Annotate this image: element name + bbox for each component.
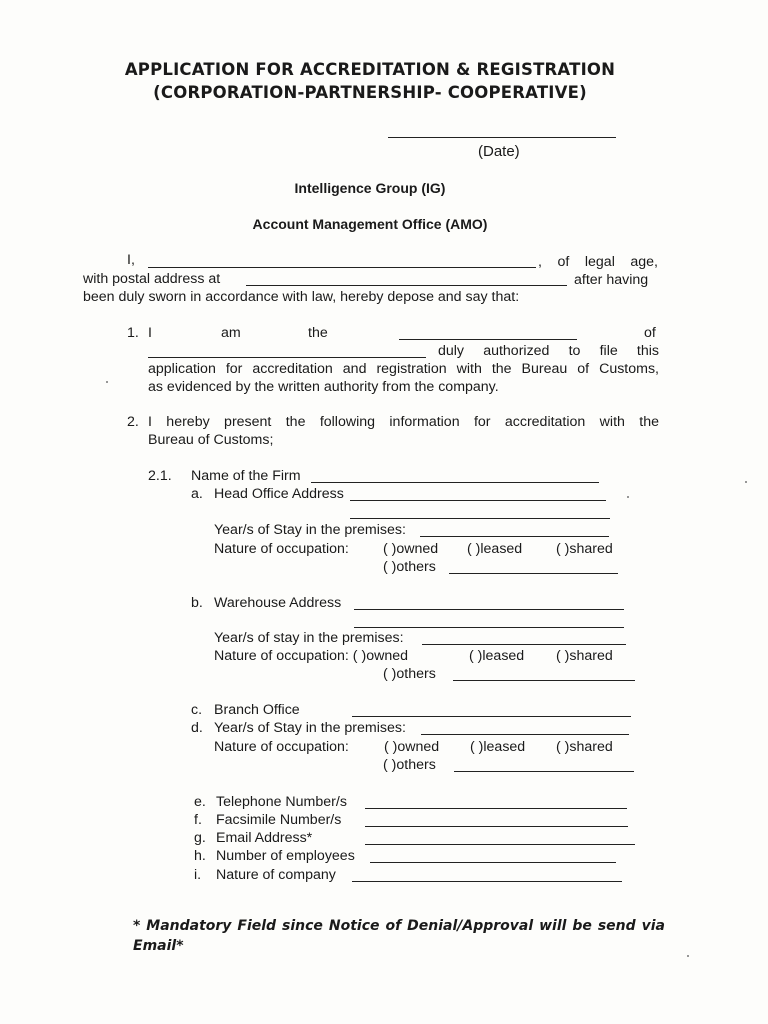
application-text: application for accreditation and registration with the Bureau of Customs,	[148, 361, 659, 377]
scan-speck	[687, 955, 689, 957]
stay-label-2: Year/s of stay in the premises:	[214, 630, 404, 646]
postal-address-line[interactable]	[246, 285, 567, 286]
scan-speck	[745, 481, 747, 483]
others-option-3[interactable]: ( )others	[383, 757, 436, 773]
form-title-line1: APPLICATION FOR ACCREDITATION & REGISTRATION	[124, 60, 616, 79]
leased-option-3[interactable]: ( )leased	[470, 739, 526, 755]
mandatory-note-line2: Email*	[133, 938, 184, 954]
others-line-1[interactable]	[449, 573, 618, 574]
shared-option-1[interactable]: ( )shared	[556, 541, 613, 557]
telephone-line[interactable]	[365, 808, 627, 809]
others-option-1[interactable]: ( )others	[383, 559, 436, 575]
shared-option-3[interactable]: ( )shared	[556, 739, 613, 755]
item1-number: 1.	[127, 325, 139, 341]
leased-option-2[interactable]: ( )leased	[469, 648, 525, 664]
warehouse-line-2[interactable]	[354, 627, 624, 628]
section-2-1-number: 2.1.	[148, 468, 172, 484]
head-office-label: Head Office Address	[214, 486, 344, 502]
evidence-text: as evidenced by the written authority from the company.	[148, 379, 499, 395]
item-f-letter: f.	[194, 812, 202, 828]
form-title-line2: (CORPORATION-PARTNERSHIP- COOPERATIVE)	[153, 83, 587, 102]
scan-speck	[106, 381, 108, 383]
item-c-letter: c.	[191, 702, 203, 718]
shared-option-2[interactable]: ( )shared	[556, 648, 613, 664]
duly-authorized-text: duly authorized to file this	[438, 343, 659, 359]
scan-speck	[627, 496, 629, 498]
stay-label-1: Year/s of Stay in the premises:	[214, 522, 406, 538]
item-e-letter: e.	[194, 794, 206, 810]
head-office-line-2[interactable]	[350, 518, 610, 519]
item1-word-am: am	[221, 325, 241, 341]
owned-option-3[interactable]: ( )owned	[384, 739, 440, 755]
intelligence-group-heading: Intelligence Group (IG)	[294, 180, 446, 196]
item-h-letter: h.	[194, 848, 206, 864]
fax-label: Facsimile Number/s	[216, 812, 342, 828]
item2-line2: Bureau of Customs;	[148, 432, 274, 448]
account-management-office-heading: Account Management Office (AMO)	[252, 216, 488, 232]
others-option-2[interactable]: ( )others	[383, 666, 436, 682]
nature-label-2: Nature of occupation: ( )owned	[214, 648, 409, 664]
branch-office-line[interactable]	[352, 716, 631, 717]
firm-name-line[interactable]	[311, 482, 599, 483]
mandatory-note-line1: * Mandatory Field since Notice of Denial/Approval will be send via	[133, 918, 665, 934]
firm-name-label: Name of the Firm	[191, 468, 301, 484]
stay-line-2[interactable]	[422, 644, 626, 645]
nature-label-3: Nature of occupation:	[214, 739, 349, 755]
after-having-text: after having	[574, 272, 649, 288]
date-label: (Date)	[478, 143, 520, 160]
email-line[interactable]	[365, 844, 635, 845]
postal-address-label: with postal address at	[83, 271, 221, 287]
owned-option-1[interactable]: ( )owned	[383, 541, 439, 557]
item-b-letter: b.	[191, 595, 203, 611]
item-g-letter: g.	[194, 830, 206, 846]
date-field-line[interactable]	[388, 137, 616, 138]
stay-line-3[interactable]	[421, 734, 629, 735]
branch-office-label: Branch Office	[214, 702, 300, 718]
nature-of-company-label: Nature of company	[216, 867, 336, 883]
telephone-label: Telephone Number/s	[216, 794, 347, 810]
email-label: Email Address*	[216, 830, 313, 846]
item-a-letter: a.	[191, 486, 203, 502]
item2-line1: I hereby present the following information for accreditation with the	[148, 414, 659, 430]
item1-word-the: the	[308, 325, 328, 341]
sworn-statement: been duly sworn in accordance with law, hereby depose and say that:	[83, 289, 520, 305]
head-office-line-1[interactable]	[350, 500, 606, 501]
stay-label-3: Year/s of Stay in the premises:	[214, 720, 406, 736]
warehouse-line-1[interactable]	[354, 609, 624, 610]
company-name-line[interactable]	[148, 357, 426, 358]
item2-number: 2.	[127, 414, 139, 430]
others-line-3[interactable]	[454, 771, 634, 772]
of-legal-age-text: , of legal age,	[538, 254, 658, 270]
intro-i: I,	[127, 252, 135, 268]
fax-line[interactable]	[365, 826, 628, 827]
employees-line[interactable]	[370, 862, 616, 863]
warehouse-label: Warehouse Address	[214, 595, 342, 611]
nature-of-company-line[interactable]	[352, 881, 622, 882]
item-d-letter: d.	[191, 720, 203, 736]
nature-label-1: Nature of occupation:	[214, 541, 349, 557]
item-i-letter: i.	[194, 867, 202, 883]
others-line-2[interactable]	[453, 680, 635, 681]
leased-option-1[interactable]: ( )leased	[467, 541, 523, 557]
item1-word-i: I	[148, 325, 152, 341]
item1-word-of: of	[644, 325, 656, 341]
applicant-name-line[interactable]	[148, 267, 536, 268]
position-line[interactable]	[399, 339, 577, 340]
stay-line-1[interactable]	[420, 536, 609, 537]
employees-label: Number of employees	[216, 848, 355, 864]
